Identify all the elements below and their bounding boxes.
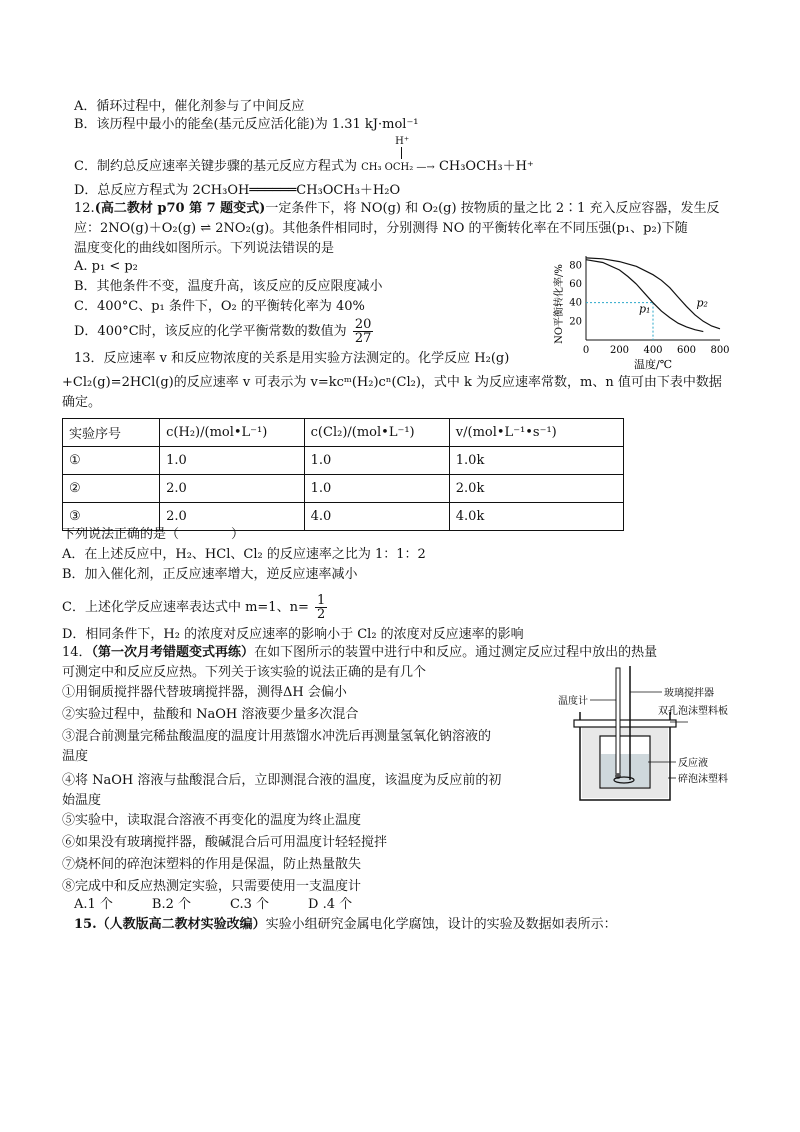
table-header-cell: c(H₂)/(mol•L⁻¹) — [160, 419, 305, 447]
chart-y-tick-label: 60 — [569, 279, 582, 290]
table-cell: 2.0k — [449, 475, 623, 503]
q13-line-1: 13．反应速率 v 和反应物浓度的关系是用实验方法测定的。化学反应 H₂(g) — [74, 351, 510, 366]
q14-line-1 — [62, 644, 657, 662]
q12-option-c: C．400°C、p₁ 条件下，O₂ 的平衡转化率为 40% — [74, 299, 365, 314]
q11-option-a: A．循环过程中，催化剂参与了中间反应 — [74, 99, 305, 114]
q12-line-2: 应：2NO(g)＋O₂(g) ⇌ 2NO₂(g)。其他条件相同时，分别测得 NO 的平衡转化率在不同压强(p₁、p₂)下随 — [74, 221, 688, 236]
table-cell: 4.0k — [449, 503, 623, 531]
q15-line — [74, 916, 617, 934]
q11-option-c — [74, 136, 534, 177]
foam-board-icon — [574, 720, 676, 727]
q11-option-c-proton: H⁺ — [395, 136, 410, 147]
chart-y-tick-label: 80 — [569, 260, 582, 272]
q12-option-d-fraction — [353, 318, 374, 345]
chart-series-label: p₂ — [696, 296, 708, 310]
chart-x-tick-label: 200 — [609, 345, 630, 356]
table-row — [63, 475, 624, 503]
q12-number: 12. — [74, 201, 95, 216]
q12-line-1 — [74, 200, 720, 218]
q14-item: 始温度 — [62, 793, 102, 808]
chart-x-tick-label: 600 — [676, 345, 697, 356]
table-header-cell: 实验序号 — [63, 419, 160, 447]
table-cell: ① — [63, 447, 160, 475]
q13-option-a: A．在上述反应中，H₂、HCl、Cl₂ 的反应速率之比为 1：1：2 — [62, 547, 426, 562]
q14-item: ⑧完成中和反应热测定实验，只需要使用一支温度计 — [62, 879, 362, 894]
label-foam: 碎泡沫塑料 — [678, 774, 728, 785]
q13-fraction-denominator: 2 — [316, 607, 326, 622]
q13-option-c — [62, 594, 329, 621]
q14-item: ⑤实验中，读取混合溶液不再变化的温度为终止温度 — [62, 813, 362, 828]
q13-stem: 下列说法正确的是（ ） — [62, 527, 245, 542]
q15-source: 15.（人教版高二教材实验改编） — [74, 917, 266, 932]
q12-conversion-chart — [548, 244, 780, 372]
q14-line-2: 可测定中和反应反应热。下列关于该实验的说法正确的是有几个 — [62, 665, 427, 680]
q14-item: ③混合前测量完稀盐酸温度的温度计用蒸馏水冲洗后再测量氢氧化钠溶液的 — [62, 729, 492, 744]
chart-series — [586, 258, 720, 340]
q12-source: (高二教材 p70 第 7 题变式) — [94, 201, 266, 216]
table-row — [63, 447, 624, 475]
q14-options: A.1 个 B.2 个 C.3 个 D .4 个 — [74, 897, 353, 912]
table-header-cell: c(Cl₂)/(mol•L⁻¹) — [304, 419, 449, 447]
q11-option-c-product: CH₃OCH₃＋H⁺ — [438, 159, 534, 174]
q11-option-b: B．该历程中最小的能垒(基元反应活化能)为 1.31 kJ·mol⁻¹ — [74, 117, 419, 132]
table-cell: ③ — [63, 503, 160, 531]
chart-series-line-1 — [586, 258, 720, 329]
label-thermometer: 温度计 — [558, 696, 588, 707]
table-cell: 1.0 — [304, 475, 449, 503]
q13-option-c-prefix: C．上述化学反应速率表达式中 m=1、n= — [62, 600, 309, 615]
q11-option-c-formula — [361, 136, 435, 177]
q13-line-2: +Cl₂(g)=2HCl(g)的反应速率 v 可表示为 v=kcᵐ(H₂)cⁿ(Cl₂)，式中 k 为反应速率常数，m、n 值可由下表中数据 — [62, 375, 722, 390]
table-cell: 1.0k — [449, 447, 623, 475]
q11-option-c-prefix: C．制约总反应速率关键步骤的基元反应方程式为 — [74, 159, 357, 174]
table-cell: 1.0 — [160, 447, 305, 475]
chart-y-tick-label: 40 — [569, 297, 582, 309]
q12-line-3: 温度变化的曲线如图所示。下列说法错误的是 — [74, 241, 335, 256]
q13-fraction-numerator: 1 — [316, 593, 326, 608]
table-header-cell: v/(mol•L⁻¹•s⁻¹) — [449, 419, 623, 447]
q14-item: ⑦烧杯间的碎泡沫塑料的作用是保温，防止热量散失 — [62, 857, 362, 872]
q12-fraction-denominator: 27 — [354, 331, 372, 346]
reaction-liquid — [601, 754, 649, 787]
thermometer-icon — [616, 668, 620, 776]
table-cell: 1.0 — [304, 447, 449, 475]
chart-series-label: p₁ — [639, 302, 651, 316]
q14-number: 14． — [62, 645, 92, 660]
table-cell: ② — [63, 475, 160, 503]
chart-y-label: NO平衡转化率/% — [554, 264, 565, 344]
table-cell: 2.0 — [160, 475, 305, 503]
q14-item: ①用铜质搅拌器代替玻璃搅拌器，测得ΔH 会偏小 — [62, 685, 347, 700]
q13-option-b: B．加入催化剂，正反应速率增大，逆反应速率减小 — [62, 567, 358, 582]
chart-x-tick-label: 800 — [710, 345, 730, 356]
label-board: 双孔泡沫塑料板 — [658, 706, 728, 717]
chart-x-tick-label: 0 — [582, 345, 590, 356]
q13-option-d: D．相同条件下，H₂ 的浓度对反应速率的影响小于 Cl₂ 的浓度对反应速率的影响 — [62, 627, 524, 642]
q11-option-d: D．总反应方程式为 2CH₃OH══════CH₃OCH₃＋H₂O — [74, 183, 401, 198]
calorimeter-diagram — [558, 662, 738, 812]
label-stirrer: 玻璃搅拌器 — [664, 688, 714, 699]
q12-option-d — [74, 318, 375, 345]
q12-text-1: 一定条件下，将 NO(g) 和 O₂(g) 按物质的量之比 2∶1 充入反应容器，发生反 — [265, 201, 720, 216]
q14-item: ⑥如果没有玻璃搅拌器，酸碱混合后可用温度计轻轻搅拌 — [62, 835, 388, 850]
q14-item: ④将 NaOH 溶液与盐酸混合后，立即测混合液的温度，该温度为反应前的初 — [62, 773, 502, 788]
chart-y-tick-label: 20 — [569, 316, 582, 328]
q14-text-1: 在如下图所示的装置中进行中和反应。通过测定反应过程中放出的热量 — [254, 645, 658, 660]
chart-x-tick-label: 400 — [643, 345, 663, 356]
q12-option-b: B．其他条件不变，温度升高，该反应的反应限度减小 — [74, 279, 383, 294]
table-header-row — [63, 419, 624, 447]
label-liquid: 反应液 — [678, 758, 708, 769]
q13-line-3: 确定。 — [62, 395, 102, 410]
table-cell: 4.0 — [304, 503, 449, 531]
q12-option-a: A. p₁ < p₂ — [74, 259, 138, 274]
q14-item: 温度 — [62, 749, 89, 764]
q13-option-c-fraction — [315, 594, 327, 621]
q12-option-d-prefix: D．400°C时，该反应的化学平衡常数的数值为 — [74, 324, 347, 339]
q11-option-c-reactant: CH₃ OCH₂ —→ — [361, 162, 435, 173]
q12-fraction-numerator: 20 — [354, 317, 372, 332]
q13-data-table — [62, 418, 624, 531]
chart-x-label: 温度/℃ — [633, 358, 673, 371]
q14-source: （第一次月考错题变式再练） — [91, 645, 255, 660]
q14-item: ②实验过程中，盐酸和 NaOH 溶液要少量多次混合 — [62, 707, 359, 722]
q15-text: 实验小组研究金属电化学腐蚀，设计的实验及数据如表所示： — [265, 917, 617, 932]
q11-option-c-bond — [401, 147, 402, 159]
table-cell: 2.0 — [160, 503, 305, 531]
